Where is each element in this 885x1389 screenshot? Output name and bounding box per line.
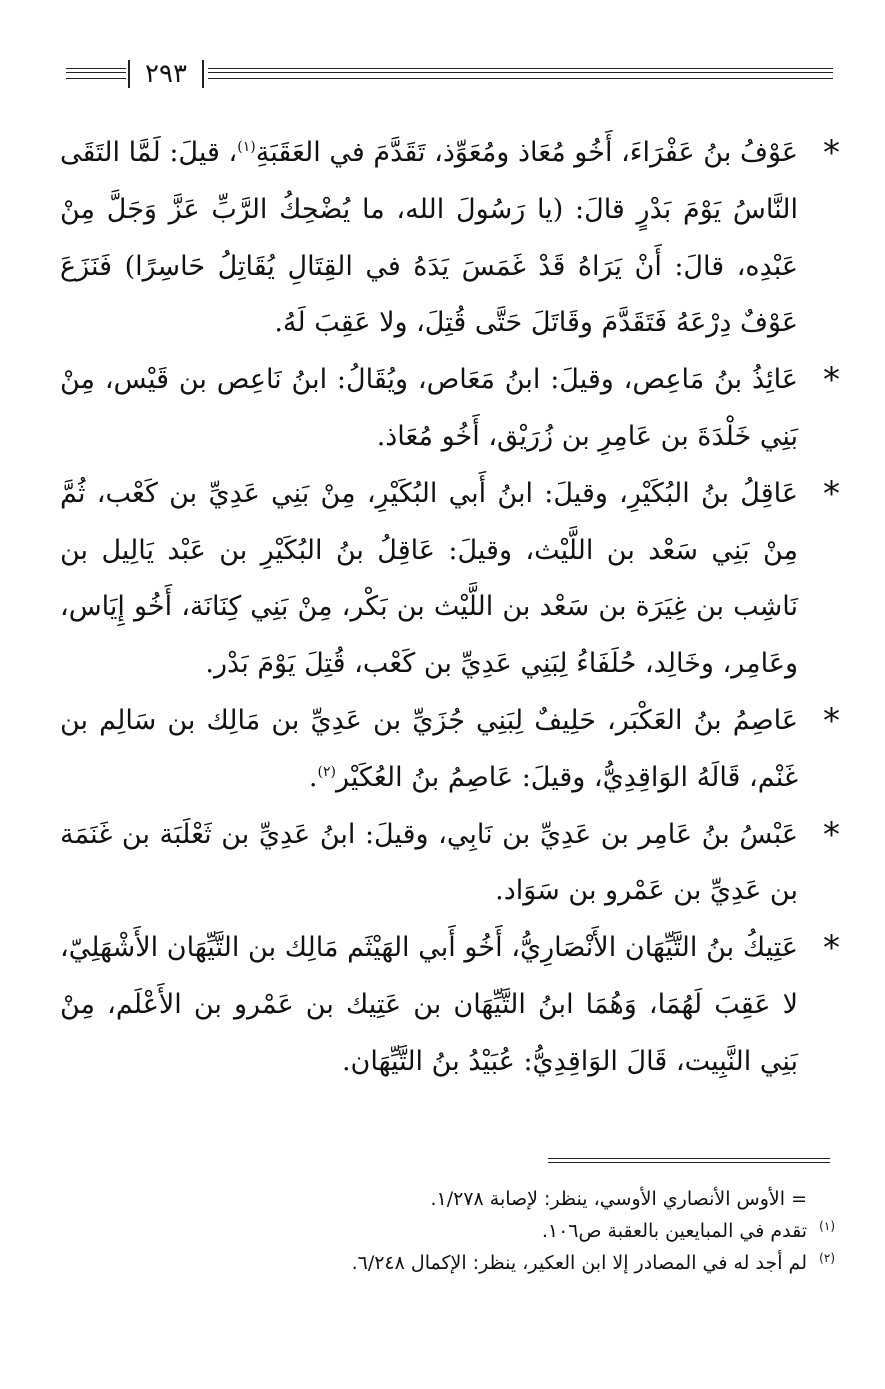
entry-text: عَبْسُ بنُ عَامِر بن عَدِيِّ بن نَابِي، وقيلَ: ابنُ عَدِيِّ بن ثَعْلَبَة بن غَنَمَة بن عَدِيِّ بن عَمْرو بن سَوَاد. bbox=[60, 818, 798, 907]
asterisk-marker: * bbox=[823, 814, 840, 855]
footnote-separator bbox=[548, 1158, 830, 1159]
entry-text: عَوْفُ بنُ عَفْرَاءَ، أَخُو مُعَاذ ومُعَوِّذ، تَقَدَّمَ في العَقَبَةِ$^{(١)}$، قيلَ: لَمَّا التَقَى النَّاسُ يَوْمَ بَدْرٍ قالَ: (يا رَسُولَ الله، ما يُضْحِكُ الرَّبِّ عَزَّ وَجَلَّ مِنْ عَبْدِه، قالَ: أَنْ يَرَاهُ قَدْ غَمَسَ يَدَهُ في القِتَالِ يُقَاتِلُ حَاسِرًا) فَنَزَعَ عَوْفٌ دِرْعَهُ فَتَقَدَّمَ وقَاتَلَ حَتَّى قُتِلَ، ولا عَقِبَ لَهُ. bbox=[60, 137, 798, 339]
entry-text: عَاصِمُ بنُ العَكْبَر، حَلِيفٌ لِبَنِي جُزَيِّ بن عَدِيِّ بن مَالِك بن سَالِم بن غَنْم، قَالَهُ الوَاقِدِيُّ، وقيلَ: عَاصِمُ بنُ العُكَيْر$^{(٢)}$. bbox=[60, 704, 798, 793]
footnote-ref: (٢) bbox=[317, 763, 336, 780]
footnote-mark: (١) bbox=[819, 1219, 835, 1233]
header-bar bbox=[128, 60, 130, 88]
footnote-item bbox=[60, 1247, 835, 1279]
footnote-text: لم أجد له في المصادر إلا ابن العكير، ينظر: الإكمال ٦/٢٤٨. bbox=[351, 1252, 807, 1274]
footnote-mark: (٢) bbox=[819, 1251, 835, 1265]
header-bar bbox=[202, 60, 204, 88]
footnote-text: تقدم في المبايعين بالعقبة ص١٠٦. bbox=[541, 1220, 807, 1242]
biography-entry bbox=[60, 920, 840, 1090]
page-number: ٢٩٣ bbox=[145, 59, 187, 89]
asterisk-marker: * bbox=[823, 360, 840, 401]
page-header bbox=[0, 55, 885, 95]
biography-entry bbox=[60, 807, 840, 921]
biography-entry bbox=[60, 125, 840, 352]
footnotes bbox=[60, 1183, 835, 1279]
asterisk-marker: * bbox=[823, 928, 840, 969]
asterisk-marker: * bbox=[823, 473, 840, 514]
asterisk-marker: * bbox=[823, 700, 840, 741]
header-rule-left bbox=[66, 68, 126, 79]
biography-entry bbox=[60, 693, 840, 807]
biography-entry bbox=[60, 466, 840, 693]
footnote-ref: (١) bbox=[237, 139, 256, 155]
footnote-item bbox=[60, 1183, 835, 1215]
footnote-item bbox=[60, 1215, 835, 1247]
main-text bbox=[60, 125, 840, 1091]
header-rule-right bbox=[208, 68, 833, 79]
footnote-text: = الأوس الأنصاري الأوسي، ينظر: لإصابة ١/٢٧٨. bbox=[430, 1188, 807, 1210]
asterisk-marker: * bbox=[823, 133, 840, 173]
biography-entry bbox=[60, 352, 840, 466]
entry-text: عَائِذُ بنُ مَاعِص، وقيلَ: ابنُ مَعَاص، ويُقَالُ: ابنُ نَاعِص بن قَيْس، مِنْ بَنِي خَلْدَةَ بن عَامِرِ بن زُرَيْق، أَخُو مُعَاذ. bbox=[60, 364, 798, 452]
entry-text: عَاقِلُ بنُ البُكَيْرِ، وقيلَ: ابنُ أَبي البُكَيْرِ، مِنْ بَنِي عَدِيِّ بن كَعْب، ثُمَّ مِنْ بَنِي سَعْد بن اللَّيْث، وقيلَ: عَاقِلُ بنُ البُكَيْرِ بن عَبْد يَالِيل بن نَاشِب بن غِيَرَة بن سَعْد بن اللَّيْث بن بَكْر، مِنْ بَنِي كِنَانَة، أَخُو إِيَاس، وعَامِر، وخَالِد، حُلَفَاءُ لِبَنِي عَدِيِّ بن كَعْب، قُتِلَ يَوْمَ بَدْر. bbox=[60, 477, 798, 680]
entry-text: عَتِيكُ بنُ التَّيِّهَان الأَنْصَارِيُّ، أَخُو أَبي الهَيْثَم مَالِك بن التَّيِّهَان الأَشْهَلِيّ، لا عَقِبَ لَهُمَا، وَهُمَا ابنُ التَّيِّهَان بن عَتِيك بن عَمْرو بن الأَعْلَم، مِنْ بَنِي النَّبِيت، قَالَ الوَاقِدِيُّ: عُبَيْدُ بنُ التَّيِّهَان. bbox=[60, 932, 798, 1077]
